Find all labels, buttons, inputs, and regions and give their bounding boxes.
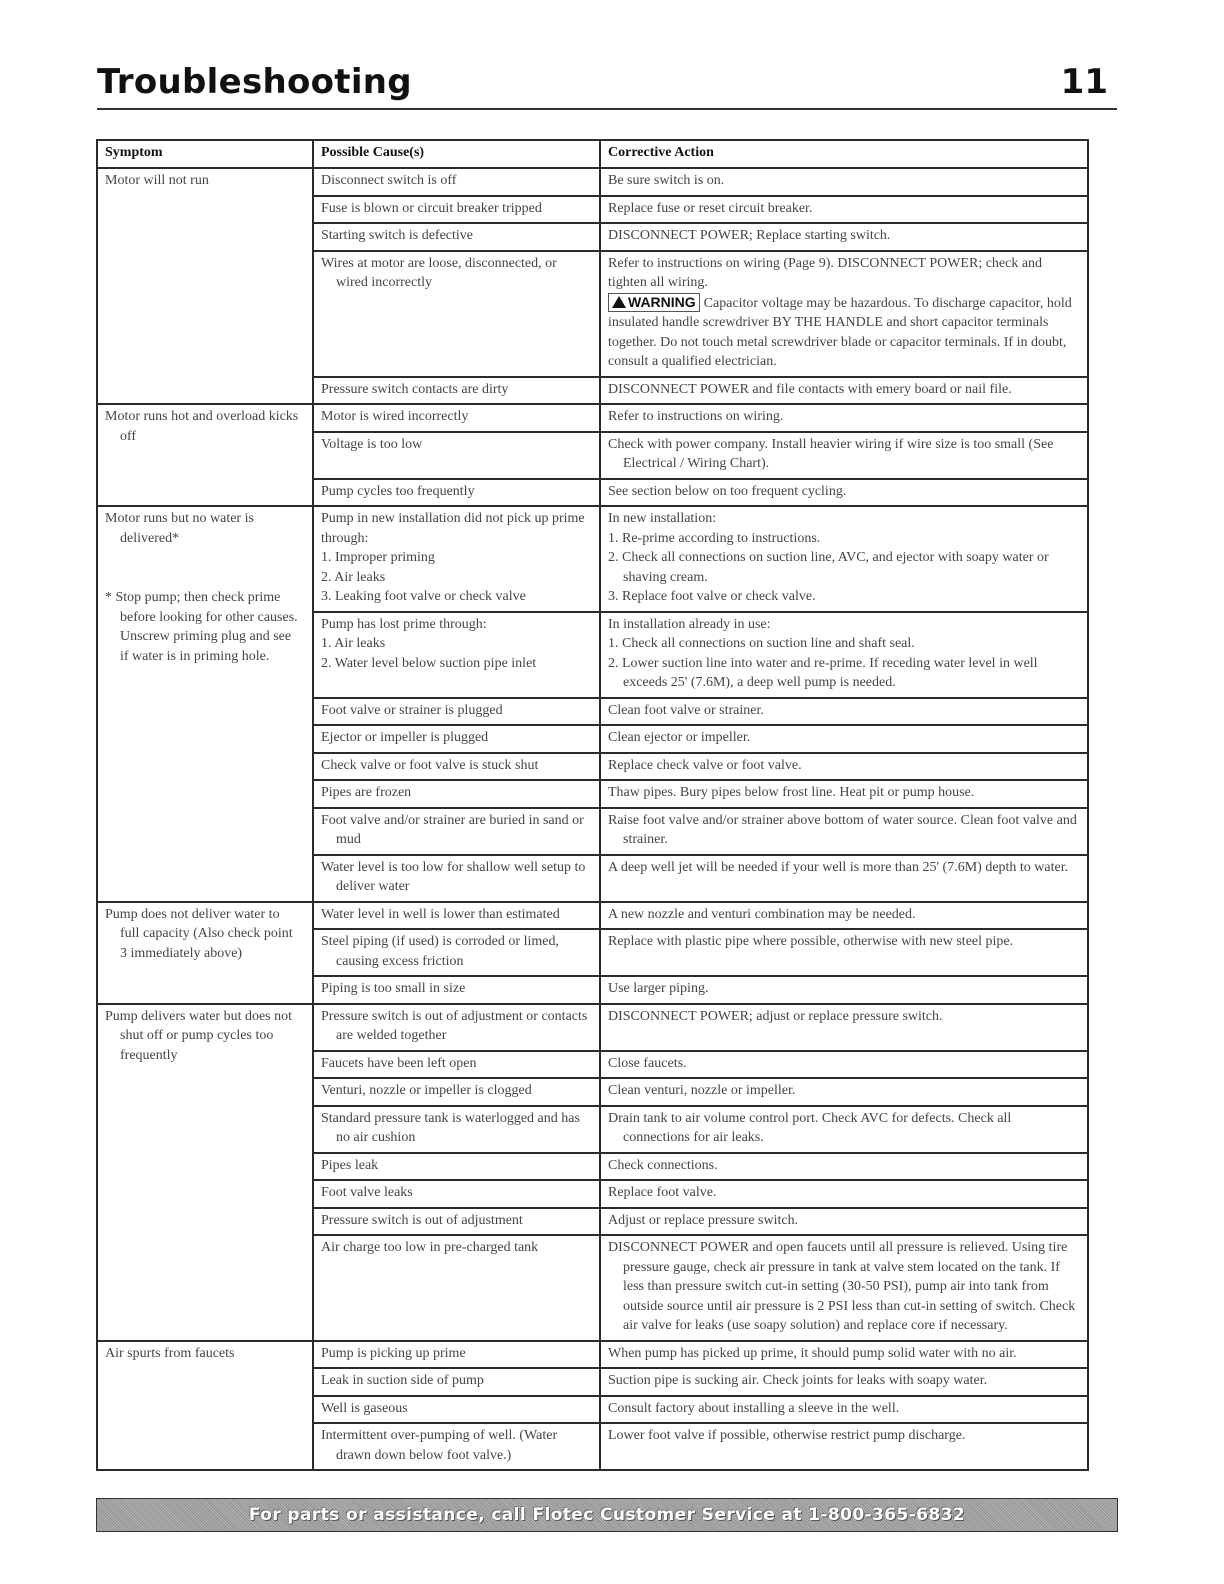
title-divider [97, 108, 1117, 110]
action-line: DISCONNECT POWER; adjust or replace pressure switch. [608, 1008, 943, 1024]
action-cell [600, 976, 1088, 1004]
cause-cell [313, 1368, 600, 1396]
cause-line: Well is gaseous [321, 1400, 408, 1416]
action-cell [600, 725, 1088, 753]
action-line: DISCONNECT POWER and file contacts with emery board or nail file. [608, 381, 1012, 397]
action-line: Check connections. [608, 1157, 718, 1173]
cause-line: Disconnect switch is off [321, 173, 457, 188]
symptom-cell [97, 404, 313, 506]
cause-cell [313, 168, 600, 196]
symptom-cell [97, 1004, 313, 1341]
action-cell [600, 377, 1088, 405]
action-line: Consult factory about installing a sleeve in the well. [608, 1400, 900, 1416]
cause-line: Pump is picking up prime [321, 1345, 466, 1361]
cause-line: Pump has lost prime through: [321, 616, 487, 632]
cause-line: Foot valve or strainer is plugged [321, 702, 503, 718]
action-cell [600, 1368, 1088, 1396]
cause-cell [313, 1208, 600, 1236]
symptom-line: Motor runs but no water is delivered* [105, 511, 254, 546]
cause-cell [313, 1235, 600, 1341]
action-cell [600, 1180, 1088, 1208]
action-line: Drain tank to air volume control port. Check AVC for defects. Check all connections for air leaks. [608, 1110, 1012, 1145]
action-cell [600, 855, 1088, 902]
cause-line: Voltage is too low [321, 436, 423, 452]
cause-line: Venturi, nozzle or impeller is clogged [321, 1083, 532, 1098]
action-cell [600, 780, 1088, 808]
cause-line: Pipes are frozen [321, 785, 412, 800]
cause-cell [313, 1004, 600, 1051]
cause-cell [313, 251, 600, 377]
page-title: Troubleshooting [97, 62, 412, 102]
cause-cell [313, 1153, 600, 1181]
table-header-row [97, 140, 1088, 168]
cause-cell [313, 506, 600, 612]
action-line: In installation already in use: [608, 616, 771, 632]
action-line: 1. Check all connections on suction line and shaft seal. [608, 636, 915, 651]
action-cell [600, 1153, 1088, 1181]
warning-block [608, 293, 1080, 372]
cause-line: Pressure switch contacts are dirty [321, 381, 509, 397]
cause-cell [313, 432, 600, 479]
cause-line: Pipes leak [321, 1157, 379, 1173]
cause-line: Intermittent over-pumping of well. (Water drawn down below foot valve.) [321, 1428, 558, 1463]
action-line: Suction pipe is sucking air. Check joints for leaks with soapy water. [608, 1373, 988, 1388]
symptom-cell [97, 1341, 313, 1471]
action-line: Refer to instructions on wiring. [608, 409, 784, 424]
cause-line: Pump cycles too frequently [321, 483, 475, 499]
table-row [97, 1341, 1088, 1369]
action-cell [600, 929, 1088, 976]
symptom-note-spacer [105, 548, 300, 588]
action-line: DISCONNECT POWER and open faucets until all pressure is relieved. Using tire pressure gauge, check air pressure in tank at valve stem located on the tank. If less than pressure switch cut-in setting (30-50 PSI), pump air into tank from outside source until air pressure is 2 PSI less than cut-in setting of switch. Check air valve for leaks (use soapy solution) and replace core if necessary. [608, 1240, 1076, 1333]
action-cell [600, 506, 1088, 612]
action-cell [600, 479, 1088, 507]
symptom-cell [97, 168, 313, 404]
action-cell [600, 1235, 1088, 1341]
symptom-line: Pump does not deliver water to full capacity (Also check point 3 immediately above) [105, 906, 293, 961]
cause-cell [313, 698, 600, 726]
action-line: Replace check valve or foot valve. [608, 757, 802, 773]
action-cell [600, 1208, 1088, 1236]
cause-cell [313, 1051, 600, 1079]
symptom-line: Air spurts from faucets [105, 1345, 235, 1361]
action-line: When pump has picked up prime, it should pump solid water with no air. [608, 1345, 1017, 1361]
cause-cell [313, 855, 600, 902]
action-cell [600, 1051, 1088, 1079]
cause-line: Pressure switch is out of adjustment [321, 1212, 523, 1228]
cause-cell [313, 902, 600, 930]
troubleshooting-table [96, 139, 1089, 1471]
symptom-cell [97, 902, 313, 1004]
cause-cell [313, 753, 600, 781]
action-line: Raise foot valve and/or strainer above bottom of water source. Clean foot valve and strainer. [608, 812, 1077, 847]
warning-label: WARNING [628, 293, 696, 310]
action-line: Lower foot valve if possible, otherwise restrict pump discharge. [608, 1428, 966, 1443]
cause-line: 1. Air leaks [321, 636, 386, 651]
action-line: Replace with plastic pipe where possible, otherwise with new steel pipe. [608, 934, 1014, 949]
cause-cell [313, 1341, 600, 1369]
cause-cell [313, 1106, 600, 1153]
table-row [97, 506, 1088, 612]
action-cell [600, 753, 1088, 781]
cause-line: Leak in suction side of pump [321, 1373, 484, 1388]
action-cell [600, 404, 1088, 432]
cause-line: Pressure switch is out of adjustment or contacts are welded together [321, 1008, 588, 1043]
cause-line: 2. Water level below suction pipe inlet [321, 655, 537, 671]
page-number: 11 [1060, 62, 1108, 102]
action-line: See section below on too frequent cycling. [608, 483, 847, 499]
action-line: Clean ejector or impeller. [608, 730, 751, 745]
cause-line: Air charge too low in pre-charged tank [321, 1240, 539, 1255]
cause-cell [313, 1423, 600, 1470]
action-line: Replace foot valve. [608, 1185, 717, 1200]
cause-line: 3. Leaking foot valve or check valve [321, 589, 526, 604]
cause-line: Wires at motor are loose, disconnected, or wired incorrectly [321, 255, 557, 290]
cause-line: Faucets have been left open [321, 1055, 477, 1071]
action-line: Replace fuse or reset circuit breaker. [608, 200, 813, 216]
table-row [97, 404, 1088, 432]
footer-banner [96, 1498, 1118, 1532]
footer-text: For parts or assistance, call Flotec Customer Service at 1-800-365-6832 [248, 1505, 966, 1525]
action-cell [600, 223, 1088, 251]
cause-cell [313, 612, 600, 698]
action-cell [600, 1106, 1088, 1153]
action-cell [600, 196, 1088, 224]
cause-line: Fuse is blown or circuit breaker tripped [321, 200, 542, 216]
cause-cell [313, 929, 600, 976]
cause-line: Standard pressure tank is waterlogged and has no air cushion [321, 1110, 580, 1145]
action-cell [600, 1004, 1088, 1051]
action-line: Use larger piping. [608, 981, 709, 996]
table-row [97, 902, 1088, 930]
cause-cell [313, 976, 600, 1004]
action-cell [600, 1341, 1088, 1369]
action-line: 1. Re-prime according to instructions. [608, 530, 821, 546]
cause-cell [313, 1078, 600, 1106]
warning-triangle-icon [612, 296, 626, 308]
cause-line: Starting switch is defective [321, 228, 474, 243]
table-row [97, 1004, 1088, 1051]
action-cell [600, 1423, 1088, 1470]
cause-cell [313, 1396, 600, 1424]
cause-line: Foot valve leaks [321, 1185, 413, 1200]
action-cell [600, 251, 1088, 377]
cause-cell [313, 223, 600, 251]
cause-cell [313, 1180, 600, 1208]
action-line: Refer to instructions on wiring (Page 9). DISCONNECT POWER; check and tighten all wiring. [608, 255, 1043, 290]
cause-cell [313, 725, 600, 753]
action-line: Thaw pipes. Bury pipes below frost line. Heat pit or pump house. [608, 785, 975, 800]
action-cell [600, 168, 1088, 196]
cause-cell [313, 808, 600, 855]
action-cell [600, 612, 1088, 698]
column-header-symptom: Symptom [97, 140, 313, 168]
symptom-line: Pump delivers water but does not shut off or pump cycles too frequently [105, 1008, 293, 1063]
cause-cell [313, 780, 600, 808]
cause-line: Water level in well is lower than estimated [321, 906, 560, 922]
action-cell [600, 808, 1088, 855]
action-cell [600, 1396, 1088, 1424]
symptom-line: Motor will not run [105, 173, 209, 188]
action-line: A new nozzle and venturi combination may be needed. [608, 906, 916, 922]
action-line: Check with power company. Install heavier wiring if wire size is too small (See Electrical / Wiring Chart). [608, 436, 1054, 471]
cause-line: 1. Improper priming [321, 550, 435, 565]
action-line: DISCONNECT POWER; Replace starting switch. [608, 228, 891, 243]
cause-line: Motor is wired incorrectly [321, 409, 469, 424]
cause-line: Piping is too small in size [321, 981, 466, 996]
cause-line: Foot valve and/or strainer are buried in sand or mud [321, 812, 584, 847]
action-cell [600, 902, 1088, 930]
column-header-action: Corrective Action [600, 140, 1088, 168]
column-header-cause: Possible Cause(s) [313, 140, 600, 168]
symptom-line: Motor runs hot and overload kicks off [105, 409, 299, 444]
action-cell [600, 698, 1088, 726]
symptom-note: * Stop pump; then check prime before looking for other causes. Unscrew priming plug and see if water is in priming hole. [105, 590, 298, 664]
action-line: Be sure switch is on. [608, 173, 725, 188]
action-line: 2. Lower suction line into water and re-prime. If receding water level in well exceeds 25' (7.6M), a deep well pump is needed. [608, 655, 1038, 690]
action-line: Clean venturi, nozzle or impeller. [608, 1083, 796, 1098]
cause-cell [313, 404, 600, 432]
cause-line: Check valve or foot valve is stuck shut [321, 757, 539, 773]
cause-line: Pump in new installation did not pick up prime through: [321, 511, 585, 546]
cause-line: 2. Air leaks [321, 569, 386, 585]
action-cell [600, 1078, 1088, 1106]
action-line: Clean foot valve or strainer. [608, 702, 764, 718]
cause-cell [313, 377, 600, 405]
table-row [97, 168, 1088, 196]
action-line: Close faucets. [608, 1055, 687, 1071]
symptom-cell [97, 506, 313, 902]
cause-cell [313, 196, 600, 224]
action-line: In new installation: [608, 511, 717, 526]
action-line: Adjust or replace pressure switch. [608, 1212, 799, 1228]
cause-cell [313, 479, 600, 507]
action-line: 3. Replace foot valve or check valve. [608, 589, 816, 604]
warning-badge [608, 293, 700, 312]
cause-line: Water level is too low for shallow well setup to deliver water [321, 859, 586, 894]
warning-text: Capacitor voltage may be hazardous. To discharge capacitor, hold insulated handle screwdriver BY THE HANDLE and short capacitor terminals together. Do not touch metal screwdriver blade or capacitor terminals. If in doubt, consult a qualified electrician. [608, 295, 1072, 369]
cause-line: Steel piping (if used) is corroded or limed, causing excess friction [321, 934, 559, 969]
cause-line: Ejector or impeller is plugged [321, 730, 489, 745]
action-line: A deep well jet will be needed if your well is more than 25' (7.6M) depth to water. [608, 859, 1069, 875]
action-cell [600, 432, 1088, 479]
action-line: 2. Check all connections on suction line, AVC, and ejector with soapy water or shaving cream. [608, 550, 1049, 585]
